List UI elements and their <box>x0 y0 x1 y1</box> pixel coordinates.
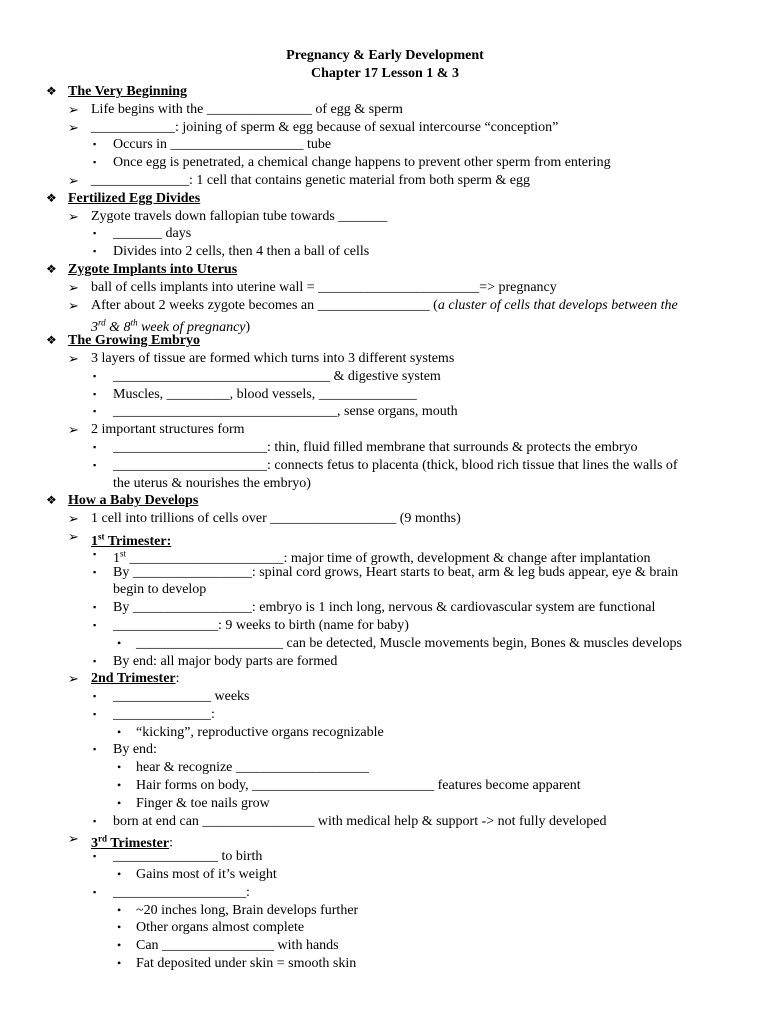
outline-text: How a Baby Develops <box>68 493 199 509</box>
outline-line <box>0 635 770 653</box>
outline-line <box>0 688 770 706</box>
outline-line <box>0 741 770 759</box>
arrow-bullet-icon: ➢ <box>68 208 79 224</box>
outline-text: 1 cell into trillions of cells over __________________ (9 months) <box>91 511 461 527</box>
square-bullet-icon: ▪ <box>93 744 97 755</box>
outline-text: Hair forms on body, __________________________ features become apparent <box>136 778 581 794</box>
outline-line <box>0 617 770 635</box>
diamond-bullet-icon: ❖ <box>46 190 57 205</box>
diamond-bullet-icon: ❖ <box>46 84 57 98</box>
outline-text: 3 layers of tissue are formed which turns into 3 different systems <box>91 350 455 366</box>
outline-line <box>0 653 770 671</box>
outline-text: _____________________ can be detected, Muscle movements begin, Bones & muscles develops <box>136 635 682 651</box>
outline-line <box>0 172 770 190</box>
outline-text: begin to develop <box>113 582 207 598</box>
outline-line <box>0 706 770 724</box>
outline-line <box>0 670 770 688</box>
dot-bullet-icon: • <box>117 867 122 882</box>
square-bullet-icon: ▪ <box>93 441 97 452</box>
outline-text: 1st Trimester: <box>91 530 172 549</box>
arrow-bullet-icon: ➢ <box>68 350 79 366</box>
arrow-bullet-icon: ➢ <box>68 101 79 117</box>
outline-text: By end: <box>113 742 157 758</box>
outline-line <box>0 848 770 866</box>
outline-text: _______________________________ & digestive system <box>113 368 441 384</box>
outline-text: Life begins with the _______________ of egg & sperm <box>91 101 403 117</box>
outline-text: 3rd & 8th week of pregnancy) <box>91 317 251 336</box>
square-bullet-icon: ▪ <box>93 370 97 381</box>
outline-line <box>0 546 770 567</box>
square-bullet-icon: ▪ <box>93 619 97 630</box>
outline-line <box>0 208 770 226</box>
outline-text: Other organs almost complete <box>136 920 305 936</box>
outline-text: hear & recognize ___________________ <box>136 760 369 776</box>
outline-text: ____________: joining of sperm & egg because of sexual intercourse “conception” <box>91 119 559 135</box>
outline-text: _______ days <box>113 226 192 242</box>
dot-bullet-icon: • <box>117 920 122 935</box>
outline-line <box>0 919 770 937</box>
outline-text: Zygote travels down fallopian tube towards _______ <box>91 208 388 224</box>
square-bullet-icon: ▪ <box>93 388 97 399</box>
outline-line <box>0 314 770 336</box>
outline-text: 2 important structures form <box>91 422 245 438</box>
outline-text: Muscles, _________, blood vessels, ______________ <box>113 386 417 402</box>
outline-text: Once egg is penetrated, a chemical change happens to prevent other sperm from entering <box>113 155 611 171</box>
outline-text: ______________ weeks <box>113 689 250 705</box>
outline-line <box>0 510 770 528</box>
outline-text: 3rd Trimester: <box>91 833 173 852</box>
dot-bullet-icon: • <box>117 760 122 775</box>
dot-bullet-icon: • <box>117 902 122 917</box>
outline-line <box>0 261 770 279</box>
outline-line <box>0 350 770 368</box>
diamond-bullet-icon: ❖ <box>46 493 57 508</box>
outline-line <box>0 830 770 852</box>
outline-line <box>0 759 770 777</box>
outline-line <box>0 386 770 404</box>
square-bullet-icon: ▪ <box>93 459 97 470</box>
outline-line <box>0 101 770 119</box>
square-bullet-icon: ▪ <box>93 139 97 150</box>
square-bullet-icon: ▪ <box>93 548 97 559</box>
outline-line <box>0 368 770 386</box>
arrow-bullet-icon: ➢ <box>68 831 79 847</box>
outline-text: _______________ to birth <box>113 849 263 865</box>
diamond-bullet-icon: ❖ <box>46 261 57 276</box>
square-bullet-icon: ▪ <box>93 691 97 702</box>
outline-text: The Very Beginning <box>68 84 188 99</box>
dot-bullet-icon: • <box>117 956 122 971</box>
outline-line <box>0 136 770 154</box>
square-bullet-icon: ▪ <box>93 157 97 168</box>
square-bullet-icon: ▪ <box>93 406 97 417</box>
outline-line <box>0 492 770 510</box>
outline-line <box>0 813 770 831</box>
outline-line <box>0 724 770 742</box>
outline-line <box>0 777 770 795</box>
outline-line <box>0 190 770 208</box>
outline-line <box>0 439 770 457</box>
outline-line <box>0 866 770 884</box>
outline-text: “kicking”, reproductive organs recognizable <box>136 724 384 740</box>
arrow-bullet-icon: ➢ <box>68 119 79 135</box>
square-bullet-icon: ▪ <box>93 815 97 826</box>
outline-text: By _________________: spinal cord grows, Heart starts to beat, arm & leg buds appear, eye & brain <box>113 564 679 580</box>
outline-line <box>0 279 770 297</box>
arrow-bullet-icon: ➢ <box>68 172 79 188</box>
outline-line <box>0 243 770 261</box>
outline-line <box>0 332 770 350</box>
document-title: Pregnancy & Early Development <box>286 48 484 63</box>
dot-bullet-icon: • <box>117 778 122 793</box>
outline-text: Fat deposited under skin = smooth skin <box>136 956 357 972</box>
outline-text: Zygote Implants into Uterus <box>68 261 238 277</box>
outline-text: Divides into 2 cells, then 4 then a ball of cells <box>113 244 370 260</box>
outline-line <box>0 937 770 955</box>
square-bullet-icon: ▪ <box>93 851 97 862</box>
outline-line <box>0 297 770 315</box>
outline-text: ___________________: <box>113 884 250 900</box>
outline-text: ________________________________, sense organs, mouth <box>113 404 458 420</box>
outline-line <box>0 955 770 973</box>
outline-text: Occurs in ___________________ tube <box>113 137 332 153</box>
arrow-bullet-icon: ➢ <box>68 279 79 295</box>
outline-line <box>0 795 770 813</box>
arrow-bullet-icon: ➢ <box>68 297 79 313</box>
outline-text: 1st ______________________: major time of growth, development & change after implantation <box>113 548 651 567</box>
square-bullet-icon: ▪ <box>93 886 97 897</box>
arrow-bullet-icon: ➢ <box>68 671 79 687</box>
dot-bullet-icon: • <box>117 795 122 810</box>
document-subtitle: Chapter 17 Lesson 1 & 3 <box>311 66 459 81</box>
outline-text: born at end can ________________ with medical help & support -> not fully developed <box>113 813 607 829</box>
outline-text: ______________: <box>113 706 215 722</box>
outline-text: Fertilized Egg Divides <box>68 190 201 206</box>
outline-line <box>0 564 770 582</box>
square-bullet-icon: ▪ <box>93 228 97 239</box>
outline-text: Gains most of it’s weight <box>136 867 277 883</box>
outline-line <box>0 225 770 243</box>
outline-line <box>0 119 770 137</box>
outline-text: ball of cells implants into uterine wall = _______________________=> pregnancy <box>91 279 557 295</box>
outline-text: _______________: 9 weeks to birth (name for baby) <box>113 617 409 633</box>
outline-text: ______________________: thin, fluid filled membrane that surrounds & protects the embryo <box>113 439 638 455</box>
outline-line <box>0 154 770 172</box>
outline-text: After about 2 weeks zygote becomes an ________________ (a cluster of cells that develops between the <box>91 297 678 313</box>
square-bullet-icon: ▪ <box>93 655 97 666</box>
dot-bullet-icon: • <box>117 938 122 953</box>
square-bullet-icon: ▪ <box>93 602 97 613</box>
square-bullet-icon: ▪ <box>93 246 97 257</box>
outline-line <box>0 457 770 475</box>
outline <box>0 83 770 973</box>
outline-text: By _________________: embryo is 1 inch long, nervous & cardiovascular system are functional <box>113 600 656 616</box>
diamond-bullet-icon: ❖ <box>46 333 57 348</box>
outline-text: The Growing Embryo <box>68 333 200 349</box>
outline-text: ______________: 1 cell that contains genetic material from both sperm & egg <box>91 172 530 188</box>
outline-line <box>0 528 770 549</box>
outline-text: Finger & toe nails grow <box>136 795 270 811</box>
outline-line <box>0 902 770 920</box>
square-bullet-icon: ▪ <box>93 708 97 719</box>
dot-bullet-icon: • <box>117 635 122 650</box>
outline-line <box>0 83 770 101</box>
outline-text: By end: all major body parts are formed <box>113 653 338 669</box>
arrow-bullet-icon: ➢ <box>68 528 79 544</box>
outline-text: ______________________: connects fetus to placenta (thick, blood rich tissue that lines the walls of <box>113 457 678 473</box>
arrow-bullet-icon: ➢ <box>68 422 79 438</box>
outline-text: Can ________________ with hands <box>136 938 339 954</box>
outline-line <box>0 421 770 439</box>
outline-text: ~20 inches long, Brain develops further <box>136 902 359 918</box>
outline-line <box>0 884 770 902</box>
outline-text: the uterus & nourishes the embryo) <box>113 475 311 491</box>
outline-line <box>0 475 770 493</box>
square-bullet-icon: ▪ <box>93 566 97 577</box>
outline-line <box>0 599 770 617</box>
outline-text: 2nd Trimester: <box>91 671 180 687</box>
outline-line <box>0 581 770 599</box>
outline-line <box>0 403 770 421</box>
dot-bullet-icon: • <box>117 724 122 739</box>
arrow-bullet-icon: ➢ <box>68 511 79 527</box>
